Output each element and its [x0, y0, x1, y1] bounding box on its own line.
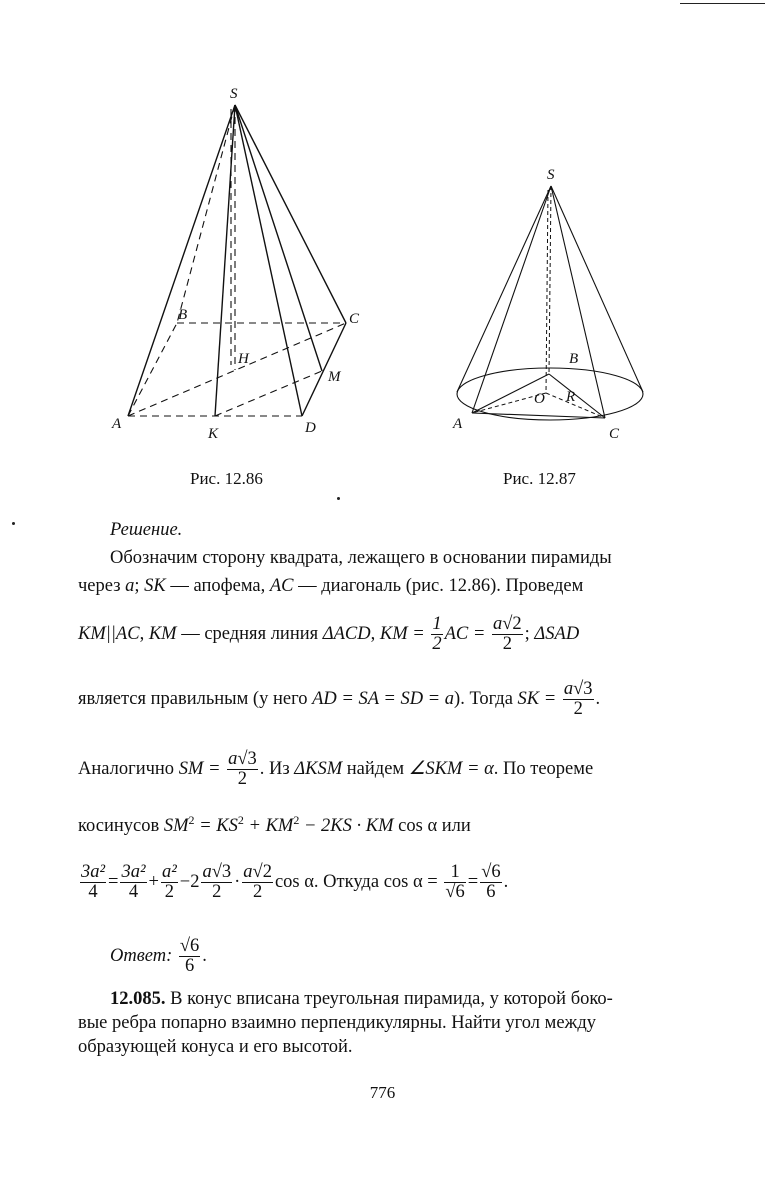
text: . Из	[259, 758, 295, 779]
math-sm-eq: SM =	[178, 758, 221, 779]
label-H: H	[238, 351, 249, 367]
text: через	[78, 576, 126, 596]
label-D: D	[305, 420, 316, 436]
numerator: a√3	[228, 749, 257, 769]
math-ac: AC	[269, 576, 294, 596]
figure-caption-12-87: Рис. 12.87	[503, 469, 576, 488]
numerator: 1	[432, 614, 442, 634]
math-a: a	[492, 614, 503, 634]
denominator: 2	[502, 634, 512, 654]
text: косинусов	[78, 816, 164, 836]
math-cos-alpha-eq: cos α =	[383, 871, 438, 892]
radicand: 2	[262, 862, 272, 882]
math-cosine-law	[163, 813, 438, 836]
denominator: 2	[237, 769, 248, 789]
text: .	[202, 945, 207, 966]
radicand: 6	[190, 936, 200, 956]
label-M: M	[328, 369, 341, 385]
label-C: C	[349, 311, 360, 327]
denominator: 2	[212, 882, 222, 902]
numerator: a√3	[563, 679, 593, 699]
numerator: a√3	[202, 862, 232, 882]
cone-drawing	[445, 160, 665, 445]
math-km: + KM	[243, 816, 294, 836]
equals-sign: =	[467, 871, 479, 892]
solution-line-3	[78, 615, 703, 654]
label-K: K	[208, 426, 219, 442]
text: .	[595, 688, 601, 709]
text: . Откуда	[313, 871, 384, 892]
answer-label: Ответ:	[110, 945, 173, 966]
fraction-a-root3-over-2	[201, 863, 232, 902]
label-B: B	[178, 307, 188, 323]
math-triangle-acd: ΔACD	[322, 623, 371, 644]
math-triangle-ksm: ΔKSM	[294, 758, 343, 779]
fraction-3a2-over-4	[80, 863, 106, 902]
dot-operator: ·	[234, 871, 241, 892]
text: — средняя линия	[176, 623, 323, 644]
math-product: − 2KS · KM	[299, 816, 394, 836]
denominator: 2	[573, 699, 583, 719]
math-angle-skm: ∠SKM = α	[408, 758, 494, 779]
label-S: S	[547, 167, 555, 183]
fraction-one-half	[431, 615, 442, 654]
label-C: C	[609, 426, 620, 442]
label-A: A	[112, 416, 122, 432]
numerator: 3a²	[121, 862, 146, 882]
figure-pyramid	[100, 80, 370, 445]
problem-line-1	[110, 988, 735, 1010]
text: или	[437, 816, 471, 836]
label-B: B	[569, 351, 579, 367]
fraction-a-root2-over-2	[242, 863, 273, 902]
solution-line-4	[78, 680, 703, 719]
math-sm: SM	[163, 816, 189, 836]
plus-sign: +	[148, 871, 159, 892]
text: .	[503, 871, 509, 892]
equals-sign: =	[108, 871, 119, 892]
solution-heading: Решение.	[110, 520, 183, 540]
math-a: a	[243, 862, 253, 882]
math-sk: SK	[144, 576, 166, 596]
solution-line-7	[78, 863, 703, 902]
denominator: 2	[432, 634, 442, 654]
text: . По теореме	[493, 758, 594, 779]
numerator: 3a²	[81, 862, 106, 882]
math-km-parallel-ac: KM||AC	[78, 623, 140, 644]
problem-line-2: вые ребра попарно взаимно перпендикулярны. Найти угол между	[78, 1013, 596, 1033]
figure-cone	[445, 160, 665, 445]
denominator: 2	[164, 882, 174, 902]
problem-line-3: образующей конуса и его высотой.	[78, 1037, 353, 1057]
numerator: √6	[179, 936, 200, 956]
label-O: O	[534, 391, 545, 407]
label-A: A	[453, 416, 463, 432]
math-a: a	[228, 749, 238, 769]
exponent: 2	[188, 813, 195, 827]
text: найдем	[342, 758, 409, 779]
solution-line-1: Обозначим сторону квадрата, лежащего в основании пирамиды	[110, 548, 612, 568]
radicand: 6	[455, 882, 465, 902]
text: ). Тогда	[454, 688, 518, 709]
math-triangle-sad: ΔSAD	[534, 623, 580, 644]
fraction-3a2-over-4	[120, 863, 146, 902]
text: Аналогично	[78, 758, 179, 779]
text: ,	[139, 623, 149, 644]
text: — диагональ (рис. 12.86). Проведем	[293, 576, 584, 596]
math-cos-alpha: cos α	[393, 816, 438, 836]
denominator: 6	[486, 882, 496, 902]
denominator: 6	[184, 956, 195, 976]
denominator: 4	[88, 882, 98, 902]
exponent: 2	[237, 813, 244, 827]
answer-line	[110, 937, 735, 976]
fraction-root6-over-6	[480, 863, 501, 902]
numerator: 1	[444, 863, 465, 883]
text: ;	[524, 623, 535, 644]
denominator: 2	[252, 882, 263, 902]
problem-number: 12.085.	[110, 989, 166, 1009]
numerator: a²	[161, 862, 177, 882]
math-a: a	[563, 679, 574, 699]
math-cos-alpha: cos α	[274, 871, 314, 892]
top-rule	[680, 3, 765, 4]
radicand: 6	[491, 862, 501, 882]
text: ,	[370, 623, 380, 644]
label-R: R	[566, 389, 576, 405]
math-ac-eq: AC =	[444, 623, 486, 644]
exponent: 2	[293, 813, 300, 827]
solution-line-6	[78, 815, 703, 837]
fraction-a2-over-2	[161, 863, 178, 902]
numerator: √6	[481, 862, 501, 882]
fraction-a-root2-over-2	[492, 615, 523, 654]
text: В конус вписана треугольная пирамида, у которой боко-	[165, 989, 613, 1009]
fraction-a-root3-over-2	[563, 680, 594, 719]
fraction-a-root3-over-2	[227, 750, 258, 789]
denominator: 4	[128, 882, 139, 902]
numerator: a√2	[243, 862, 272, 882]
math-equal-sides: AD = SA = SD = a	[312, 688, 455, 709]
radicand: 3	[247, 749, 257, 769]
text: — апофема,	[165, 576, 270, 596]
radicand: 2	[512, 614, 522, 634]
fraction-1-over-root6	[444, 863, 465, 902]
text: ;	[134, 576, 145, 596]
math-km: KM	[148, 623, 177, 644]
denominator: √6	[445, 882, 465, 902]
stray-dot	[337, 497, 340, 500]
radicand: 3	[583, 679, 593, 699]
pyramid-drawing	[100, 80, 370, 445]
stray-dot	[12, 522, 15, 525]
radicand: 3	[221, 862, 232, 882]
math-a: a	[202, 862, 212, 882]
text: является правильным (у него	[78, 688, 313, 709]
math-a: a	[125, 576, 135, 596]
numerator: a√2	[492, 614, 522, 634]
math-sk-eq: SK =	[517, 688, 557, 709]
label-S: S	[230, 86, 238, 102]
math-km-eq: KM =	[379, 623, 425, 644]
figure-caption-12-86: Рис. 12.86	[190, 469, 263, 488]
math-ks: = KS	[194, 816, 238, 836]
solution-line-2	[78, 575, 703, 597]
page-number: 776	[369, 1083, 396, 1102]
minus-two: −2	[179, 871, 200, 892]
answer-fraction-root6-over-6	[179, 937, 200, 976]
solution-line-5	[78, 750, 703, 789]
